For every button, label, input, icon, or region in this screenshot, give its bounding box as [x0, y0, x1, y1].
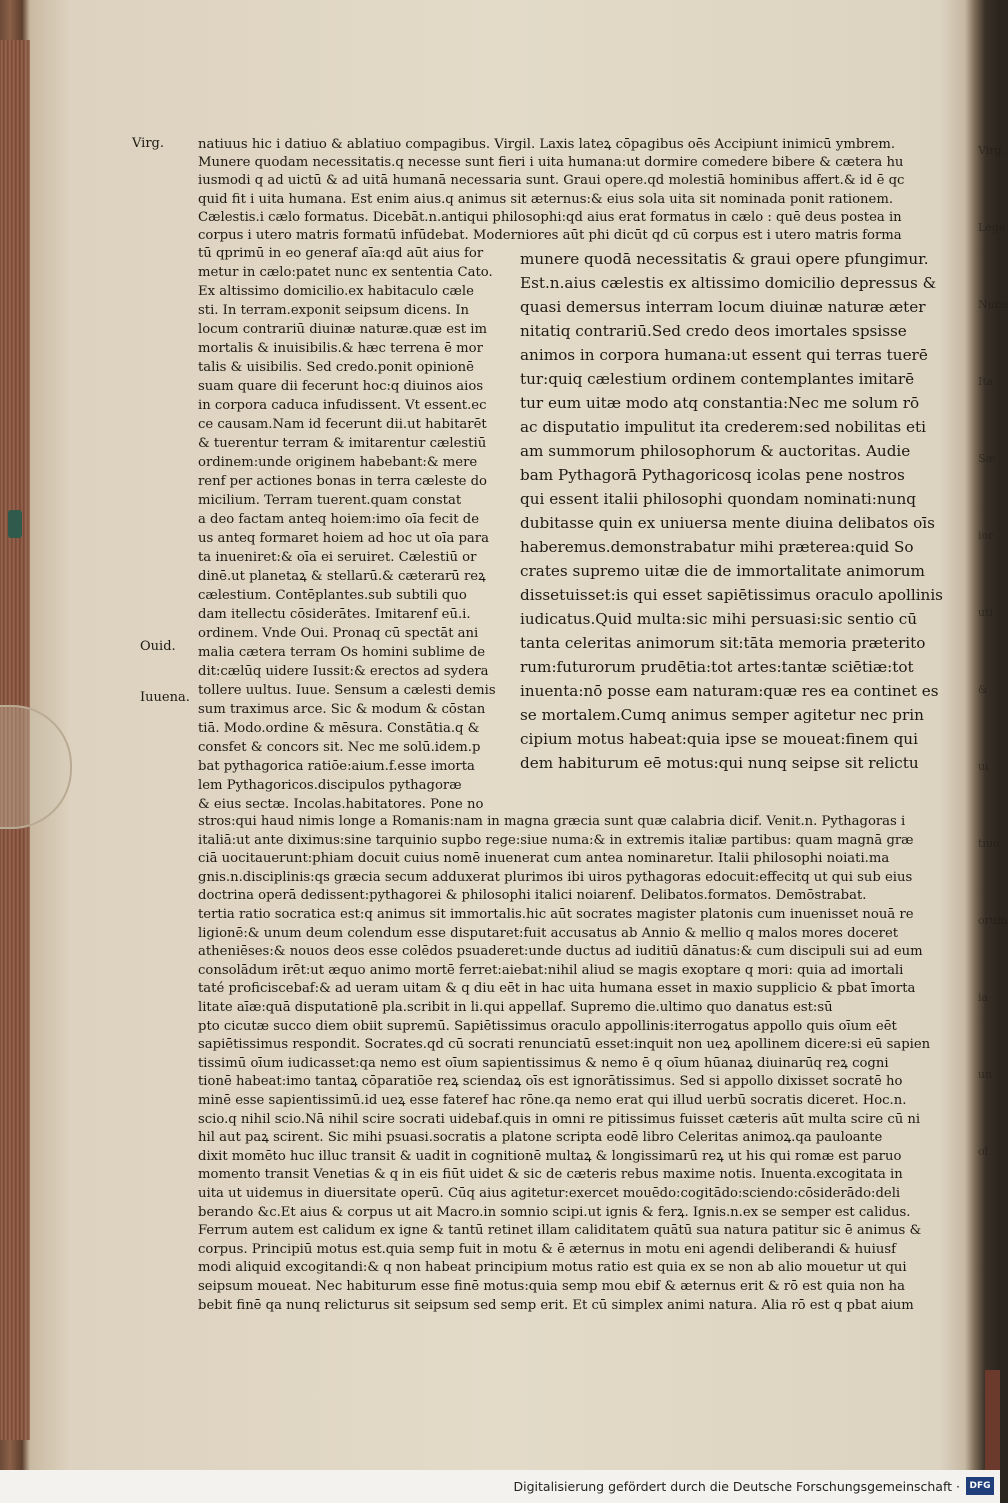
gloss-line: tertia ratio socratica est:q animus sit immortalis.hic aūt socrates magister platonis cum inuenisset nouā re [198, 907, 914, 922]
marginal-note-iuuena: Iuuena. [140, 690, 190, 705]
gloss-line: pto cicutæ succo diem obiit supremū. Sapiētissimus oraculo appollinis:iterrogatus appollo quis oīum eēt [198, 1018, 897, 1034]
gloss-line: quid fit i uita humana. Est enim aius.q animus sit æternus:& eius sola uita sit nominada ponit rationem. [198, 191, 894, 207]
gloss-line: seipsum moueat. Nec habiturum esse finē motus:quia semp mou ebif & æternus erit & rō est quia non ha [198, 1279, 905, 1294]
gloss-line: italiā:ut ante diximus:sine tarquinio supbo rege:siue numa:& in extremis italiæ partibus: quam magnā græ [198, 832, 914, 848]
text-line: cipium motus habeat:quia ipse se moueat:finem qui [520, 730, 918, 748]
text-line: dem habiturum eē motus:qui nunq seipse sit relictu [520, 754, 919, 772]
text-line: nitatiq contrariū.Sed credo deos imortales spsisse [520, 322, 907, 340]
gloss-line: ce causam.Nam id fecerunt dii.ut habitarēt [198, 417, 487, 432]
gloss-line: talis & uisibilis. Sed credo.ponit opinionē [198, 360, 474, 375]
gloss-line: minē esse sapientissimū.id ueꝝ esse fateref hac rōne.qa nemo erat qui illud uerbū socratis diceret. Hoc.n. [198, 1093, 907, 1108]
gloss-line: malia cætera terram Os homini sublime de [198, 645, 486, 660]
gloss-line: mortalis & inuisibilis.& hæc terrena ē mor [198, 341, 483, 356]
fragment-line: ol [978, 1145, 989, 1158]
text-line: ac disputatio impulitut ita crederem:sed nobilitas eti [520, 418, 926, 436]
gloss-line: ta inueniret:& oīa ei seruiret. Cælestiū or [198, 550, 477, 565]
gloss-line: consfet & concors sit. Nec me solū.idem.p [198, 740, 481, 755]
gloss-line: scio.q nihil scio.Nā nihil scire socrati uidebaf.quis in omni re pitissimus fuisset cæteris aūt multa scire cū ni [198, 1111, 921, 1127]
gloss-line: Munere quodam necessitatis.q necesse sunt fieri i uita humana:ut dormire comedere bibere & cætera hu [198, 155, 904, 171]
marginal-note-virg: Virg. [132, 136, 164, 151]
gloss-line: atheniēses:& nouos deos esse colēdos psuaderet:unde ductus ad iuditiū dānatus:& cum discipuli sui ad eum [198, 944, 923, 960]
fragment-line: uti [978, 606, 994, 619]
gloss-line: uita ut uidemus in diuersitate operū. Cūq aius agitetur:exercet mouēdo:cogitādo:sciendo:cōsiderādo:deli [198, 1186, 901, 1201]
gloss-line: us anteq formaret hoiem ad hoc ut oīa para [198, 531, 489, 546]
fragment-line: tiuo [978, 837, 1000, 850]
text-line: iudicatus.Quid multa:sic mihi persuasi:sic sentio cū [520, 610, 918, 628]
gloss-line: Ferrum autem est calidum ex igne & tantū retinet illam caliditatem quātū sua natura patitur sic ē animus & [198, 1223, 922, 1239]
gloss-line: modi aliquid excogitandi:& q non habeat principium motus ratio est quia ex se non ab alio mouetur ut qui [198, 1260, 907, 1276]
gloss-line: locum contrariū diuinæ naturæ.quæ est im [198, 322, 488, 337]
gloss-line: consolādum irēt:ut æquo animo mortē ferret:aiebat:nihil aliud se magis exoptare q mori: quia ad imortali [198, 962, 904, 978]
gloss-line: tissimū oīum iudicasset:qa nemo est oīum sapientissimus & nemo ē q oīum hūanaꝝ diuinarūq reꝝ cogni [198, 1055, 889, 1071]
text-line: tur eum uitæ modo atq constantia:Nec me solum rō [520, 394, 920, 412]
gloss-line: sti. In terram.exponit seipsum dicens. In [198, 303, 470, 318]
text-line: tur:quiq cælestium ordinem contemplantes imitarē [520, 370, 915, 388]
fragment-line: ia [978, 991, 989, 1004]
gloss-line: dam itellectu cōsiderātes. Imitarenf eū.i. [198, 607, 471, 622]
text-line: am summorum philosophorum & auctoritas. Audie [520, 442, 911, 460]
text-line: munere quodā necessitatis & graui opere pfungimur. [520, 250, 929, 268]
gloss-line: tiā. Modo.ordine & mēsura. Constātia.q & [198, 721, 480, 736]
gloss-line: dit:cælūq uidere Iussit:& erectos ad sydera [198, 664, 489, 679]
gloss-line: tionē habeat:imo tantaꝝ cōparatiōe reꝝ sciendaꝝ oīs est ignorātissimus. Sed si appollo dixisset socratē ho [198, 1074, 903, 1090]
bookmark-tab [8, 510, 22, 538]
gloss-line: micilium. Terram tuerent.quam constat [198, 493, 462, 508]
marginal-note-ouid: Ouid. [140, 639, 176, 654]
gloss-line: in corpora caduca infudissent. Vt essent.ec [198, 398, 487, 413]
gloss-line: Ex altissimo domicilio.ex habitaculo cæle [198, 284, 474, 299]
gloss-line: dixit momēto huc illuc transit & uadit in cognitionē multaꝝ & longissimarū reꝝ ut his qui romæ est paruo [198, 1148, 902, 1164]
gloss-line: sapiētissimus respondit. Socrates.qd cū socrati renunciatū esset:inquit non ueꝝ apollinem dicere:si eū sapien [198, 1037, 931, 1053]
gloss-line: cælestium. Contēplantes.sub subtili quo [198, 588, 467, 603]
gloss-line: Cælestis.i cælo formatus. Dicebāt.n.antiqui philosophi:qd aius erat formatus in cælo : quē deus postea in [198, 209, 902, 225]
fragment-line: Ita [978, 375, 994, 388]
footer-bar [0, 1470, 1000, 1503]
book-cover-edge [985, 1370, 1000, 1470]
adjacent-page-fragments [978, 100, 1008, 1360]
text-line: dubitasse quin ex uniuersa mente diuina delibatos oīs [520, 514, 935, 532]
gloss-line: taté proficiscebaf:& ad ueram uitam & q diu eēt in hac uita humana esset in maxio supplicio & pbat īmorta [198, 981, 916, 997]
text-line: Est.n.aius cælestis ex altissimo domicilio depressus & [520, 274, 937, 292]
gloss-line: gnis.n.disciplinis:qs græcia secum adduxerat plurimos ibi uiros pythagoras edocuit:effecitq ut qui sub eius [198, 869, 913, 885]
fragment-line: Nune [978, 298, 1008, 311]
gloss-line: momento transit Venetias & q in eis fiūt uidet & sic de cæteris rebus maxime notis. Inuenta.excogitata in [198, 1167, 903, 1183]
fragment-line: ui [978, 760, 989, 773]
fragment-line: orum [978, 914, 1008, 927]
gloss-line: stros:qui haud nimis longe a Romanis:nam in magna græcia sunt quæ calabria dicif. Venit.n. Pythagoras i [198, 814, 906, 829]
text-line: quasi demersus interram locum diuinæ naturæ æter [520, 298, 926, 316]
gloss-line: corpus i utero matris formatū infūdebat. Moderniores aūt phi dicūt qd cū corpus est i utero matris forma [198, 228, 902, 243]
text-line: crates supremo uitæ die de immortalitate animorum [520, 562, 925, 580]
gloss-line: ligionē:& unum deum colendum esse disputaret:fuit accusatus ab Annio & mellio q malos mores doceret [198, 925, 899, 941]
gloss-line: renf per actiones bonas in terra cæleste do [198, 474, 487, 489]
gloss-line: berando &c.Et aius & corpus ut ait Macro.in somnio scipi.ut ignis & ferꝝ. Ignis.n.ex se semper est calidus. [198, 1204, 911, 1220]
fragment-line: Sæ [978, 452, 996, 465]
gloss-line: lem Pythagoricos.discipulos pythagoræ [198, 778, 462, 793]
gloss-line: a deo factam anteq hoiem:imo oīa fecit de [198, 512, 480, 527]
text-line: se mortalem.Cumq animus semper agitetur nec prin [520, 706, 924, 724]
fragment-line: Virg. [978, 144, 1006, 157]
text-line: qui essent italii philosophi quondam nominati:nunq [520, 490, 916, 508]
text-line: animos in corpora humana:ut essent qui terras tuerē [520, 346, 928, 364]
gloss-line: corpus. Principiū motus est.quia semp fuit in motu & ē æternus in motu eni agendi deliberandi & huiusf [198, 1241, 897, 1257]
text-line: rum:futurorum prudētia:tot artes:tantæ sciētiæ:tot [520, 658, 914, 676]
dfg-logo: DFG [966, 1477, 994, 1495]
gloss-line: suam quare dii fecerunt hoc:q diuinos aios [198, 379, 484, 394]
gloss-line: sum traximus arce. Sic & modum & cōstan [198, 702, 486, 717]
footer-credit: Digitalisierung gefördert durch die Deutsche Forschungsgemeinschaft · [513, 1479, 960, 1494]
text-line: dissetuisset:is qui esset sapiētissimus oraculo apollinis [520, 586, 943, 604]
fragment-line: & [978, 683, 988, 696]
fragment-line: Lege [978, 221, 1006, 234]
gloss-line: metur in cælo:patet nunc ex sententia Cato. [198, 265, 493, 280]
printed-page [110, 120, 955, 1320]
gloss-line: natiuus hic i datiuo & ablatiuo compagibus. Virgil. Laxis lateꝝ cōpagibus oēs Accipiunt inimicū ymbrem. [198, 137, 896, 152]
text-line: inuenta:nō posse eam naturam:quæ res ea continet es [520, 682, 939, 700]
gloss-line: dinē.ut planetaꝝ & stellarū.& cæterarū reꝝ [198, 569, 486, 584]
gloss-line: tū qprimū in eo generaf aīa:qd aūt aius for [198, 246, 484, 261]
gloss-line: bebit finē qa nunq relicturus sit seipsum sed semp erit. Et cū simplex animi natura. Alia rō est q pbat aium [198, 1297, 914, 1313]
gloss-line: doctrina operā dedissent:pythagorei & philosophi italici noiarenf. Delibatos.formatos. Demōstrabat. [198, 888, 867, 904]
gloss-line: & eius sectæ. Incolas.habitatores. Pone no [198, 797, 484, 812]
fragment-line: un [978, 1068, 993, 1081]
gloss-line: hil aut paꝝ scirent. Sic mihi psuasi.socratis a platone scripta eodē libro Celeritas animoꝝ.qa pauloante [198, 1130, 883, 1146]
gloss-line: ciā uocitauerunt:phiam docuit cuius nomē inuenerat cum antea nominaretur. Italii philosophi noiati.ma [198, 851, 890, 867]
gloss-line: ordinem:unde originem habebant:& mere [198, 455, 478, 470]
gloss-line: iusmodi q ad uictū & ad uitā humanā necessaria sunt. Graui opere.qd molestiā hominibus affert.& id ē qc [198, 173, 905, 189]
text-line: haberemus.demonstrabatur mihi præterea:quid So [520, 538, 914, 556]
gloss-line: tollere uultus. Iuue. Sensum a cælesti demis [198, 683, 496, 698]
gloss-line: ordinem. Vnde Oui. Pronaq cū spectāt ani [198, 626, 479, 641]
gloss-line: & tuerentur terram & imitarentur cælestiū [198, 436, 487, 451]
gloss-line: bat pythagorica ratiōe:aium.f.esse imorta [198, 759, 475, 774]
fragment-line: ior [978, 529, 994, 542]
gloss-line: litate aīæ:quā disputationē pla.scribit in li.qui appellaf. Supremo die.ultimo quo danatus est:sū [198, 1000, 833, 1015]
text-line: bam Pythagorā Pythagoricosq icolas pene nostros [520, 466, 905, 484]
text-line: tanta celeritas animorum sit:tāta memoria præterito [520, 634, 926, 652]
